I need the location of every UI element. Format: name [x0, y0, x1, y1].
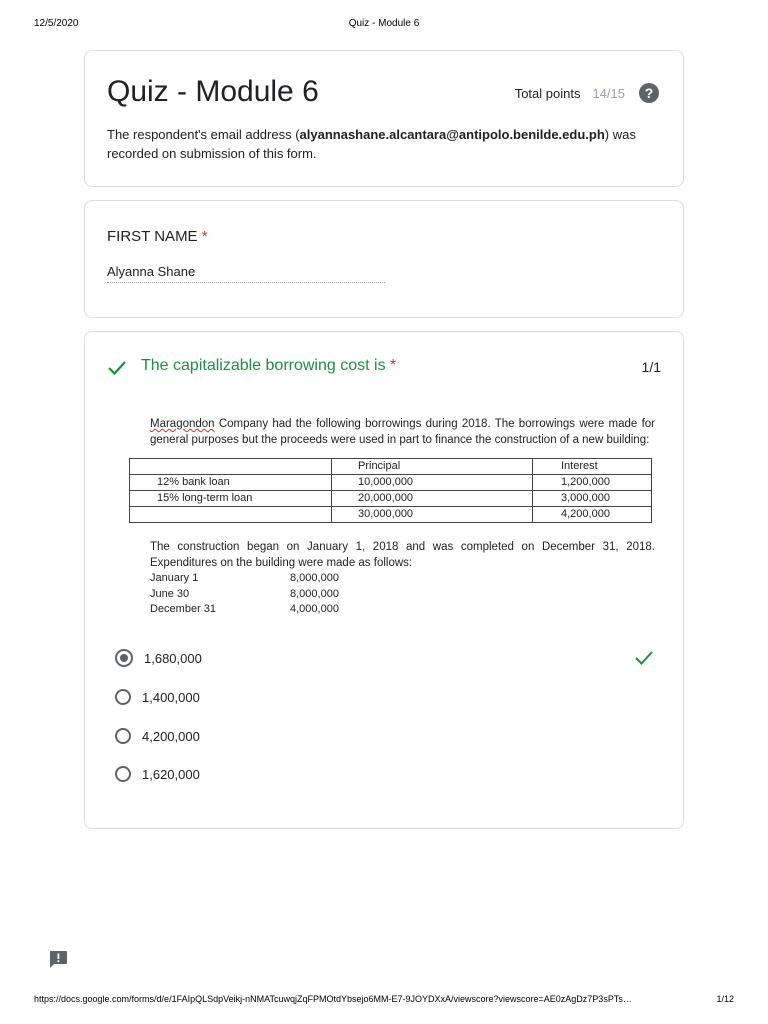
option-2[interactable]: 1,400,000 — [115, 686, 200, 708]
question-title: The capitalizable borrowing cost is * — [141, 357, 397, 374]
option-1[interactable]: 1,680,000 — [115, 647, 202, 669]
option-4[interactable]: 1,620,000 — [115, 763, 200, 785]
first-name-label: FIRST NAME * — [107, 228, 208, 245]
email-note: The respondent's email address (alyannashane.alcantara@antipolo.benilde.edu.ph) was recorded on submission of this form. — [107, 127, 636, 161]
problem-image — [129, 416, 659, 618]
table-row: 12% bank loan 10,000,000 1,200,000 — [130, 475, 652, 491]
list-item: June 30 8,000,000 — [150, 587, 339, 600]
respondent-email: alyannashane.alcantara@antipolo.benilde.edu.ph — [299, 127, 605, 142]
option-3[interactable]: 4,200,000 — [115, 725, 200, 747]
radio-unselected[interactable] — [115, 728, 131, 744]
print-header — [34, 18, 734, 32]
table-row: 30,000,000 4,200,000 — [130, 507, 652, 523]
correct-answer-check-icon — [634, 649, 654, 667]
form-header-card — [84, 50, 684, 187]
question-points: 1/1 — [641, 359, 661, 375]
total-points-label: Total points — [514, 85, 581, 101]
form-title: Quiz - Module 6 — [107, 75, 319, 108]
expenditures-list — [150, 571, 659, 618]
list-item: December 31 4,000,000 — [150, 603, 339, 615]
feedback-icon[interactable] — [48, 950, 68, 969]
print-date: 12/5/2020 — [34, 18, 79, 29]
question-card — [84, 331, 684, 829]
radio-selected[interactable] — [115, 649, 133, 667]
page-number: 1/12 — [716, 994, 734, 1004]
construction-text: The construction began on January 1, 2018 and was completed on December 31, 2018. Expenditures on the building were made as follows: — [150, 541, 655, 569]
radio-unselected[interactable] — [115, 766, 131, 782]
radio-unselected[interactable] — [115, 689, 131, 705]
correct-check-icon — [107, 359, 127, 377]
score-value: 14/15 — [592, 85, 625, 101]
problem-intro: Maragondon Company had the following borrowings during 2018. The borrowings were made for general purposes but the proceeds were used in part to finance the construction of a new building: — [150, 418, 655, 446]
table-row: Principal Interest — [130, 459, 652, 475]
first-name-card — [84, 200, 684, 318]
table-row: 15% long-term loan 20,000,000 3,000,000 — [130, 491, 652, 507]
help-icon[interactable]: ? — [639, 83, 659, 103]
list-item: January 1 8,000,000 — [150, 572, 339, 584]
borrowings-table — [129, 458, 652, 523]
first-name-answer: Alyanna Shane — [107, 264, 196, 279]
answer-underline — [107, 282, 385, 283]
required-mark: * — [390, 357, 397, 374]
print-title: Quiz - Module 6 — [348, 18, 420, 29]
question-header — [107, 356, 661, 380]
print-url: https://docs.google.com/forms/d/e/1FAIpQLSdpVeikj-nNMATcuwqjZqFPMOtdYbsejo6MM-E7-9JOYDXxA/viewscore?viewscore=AE0zAgDz7P3sPTs… — [34, 994, 632, 1004]
total-points — [515, 83, 659, 103]
required-mark: * — [201, 228, 208, 245]
